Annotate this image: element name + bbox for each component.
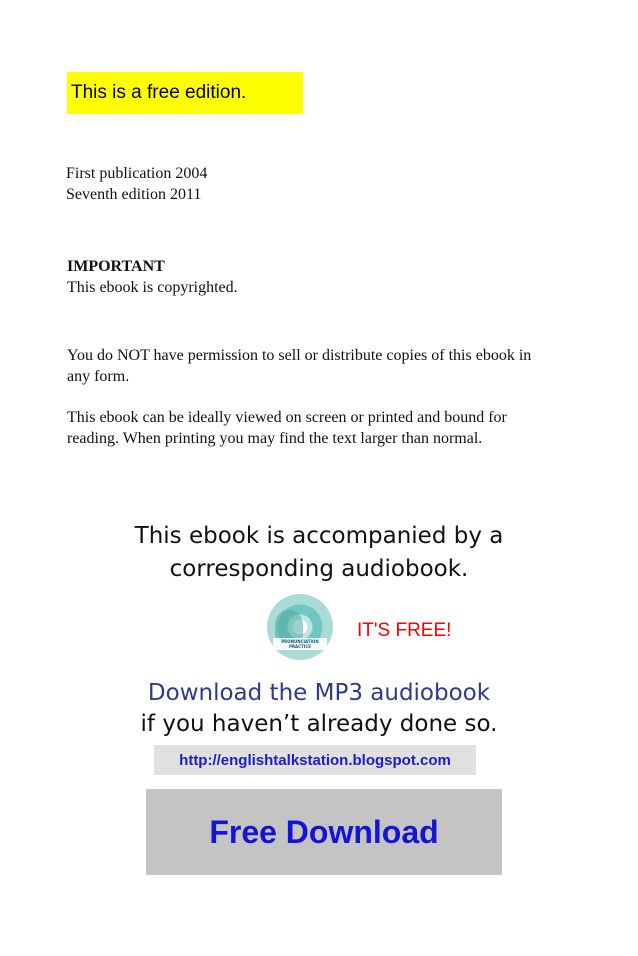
free-edition-banner <box>67 72 303 114</box>
free-download-button[interactable]: Free Download <box>146 789 502 875</box>
free-edition-text: This is a free edition. <box>71 82 247 103</box>
printing-notice: This ebook can be ideally viewed on screen or printed and bound for reading. When printing you may find the text larger than normal. <box>67 409 507 447</box>
cd-label: PRONUNCIATION PRACTICE <box>281 639 319 649</box>
important-notice <box>67 256 238 298</box>
audiobook-announcement <box>0 520 638 586</box>
audiobook-line-2: corresponding audiobook. <box>169 556 469 582</box>
first-publication: First publication 2004 <box>66 165 208 182</box>
publication-info <box>66 163 207 205</box>
download-subheading: if you haven’t already done so. <box>140 711 498 737</box>
seventh-edition: Seventh edition 2011 <box>66 186 202 203</box>
its-free-label: IT'S FREE! <box>357 620 452 641</box>
blog-url-link[interactable]: http://englishtalkstation.blogspot.com <box>154 745 476 775</box>
audiobook-line-1: This ebook is accompanied by a <box>134 523 504 549</box>
copyright-text: This ebook is copyrighted. <box>67 279 238 296</box>
distribution-notice: You do NOT have permission to sell or distribute copies of this ebook in any form. <box>67 347 532 385</box>
audio-cd-icon <box>267 594 333 660</box>
download-heading: Download the MP3 audiobook <box>147 680 491 706</box>
important-heading: IMPORTANT <box>67 258 165 275</box>
